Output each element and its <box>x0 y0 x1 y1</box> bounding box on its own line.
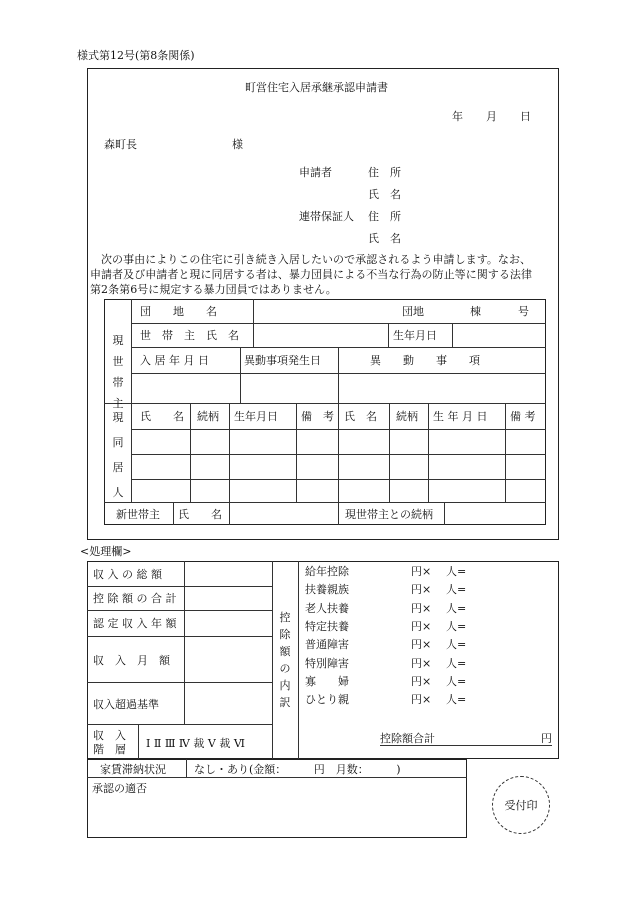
cohabitant-section-label: 現 同 居 人 <box>112 411 124 499</box>
statement-line-1: 次の事由によりこの住宅に引き続き入居したいので承認されるよう申請します。なお、 <box>101 253 532 266</box>
form-title: 町営住宅入居承継承認申請書 <box>245 81 388 94</box>
income-excess-label: 収入超過基準 <box>93 698 159 711</box>
reception-stamp <box>492 776 550 834</box>
income-total-label: 収 入 の 総 額 <box>93 568 162 581</box>
head-birth-label: 生年月日 <box>393 329 437 342</box>
income-class-values: Ⅰ Ⅱ Ⅲ Ⅳ 裁 Ⅴ 裁 Ⅵ <box>146 737 245 750</box>
cohabitant-header-note-2: 備 考 <box>510 410 536 423</box>
head-name-label: 世 帯 主 氏 名 <box>140 329 239 342</box>
deduction-sum-label: 控 除 額 の 合 計 <box>93 592 177 605</box>
guarantor-address-label: 住 所 <box>368 210 401 223</box>
reception-stamp-label: 受付印 <box>504 799 538 812</box>
danchi-name-label: 団 地 名 <box>140 305 217 318</box>
unit-number-label: 号 <box>518 305 529 318</box>
deduction-yen-per: 円× <box>411 675 432 688</box>
danchi-label: 団地 <box>402 305 424 318</box>
change-item-label: 異 動 事 項 <box>370 354 480 367</box>
deduction-name: 老人扶養 <box>305 602 349 615</box>
rent-arrears-label: 家賃滞納状況 <box>100 763 166 776</box>
deduction-yen-per: 円× <box>411 583 432 596</box>
deduction-yen-per: 円× <box>411 657 432 670</box>
deduction-total-yen: 円 <box>541 732 552 745</box>
approval-label: 承認の適否 <box>92 782 147 795</box>
date-year: 年 <box>452 110 463 123</box>
cohabitant-header-name-1: 氏 名 <box>140 410 184 423</box>
deduction-name: 扶養親族 <box>305 583 349 596</box>
deduction-yen-per: 円× <box>411 565 432 578</box>
applicant-label: 申請者 <box>299 166 332 179</box>
cohabitant-header-birth-1: 生年月日 <box>234 410 278 423</box>
deduction-total <box>380 733 552 746</box>
deduction-people: 人= <box>446 565 467 578</box>
deduction-yen-per: 円× <box>411 620 432 633</box>
cohabitant-header-note-1: 備 考 <box>301 410 334 423</box>
deduction-people: 人= <box>446 620 467 633</box>
guarantor-name-label: 氏 名 <box>368 232 401 245</box>
addressee-name: 森町長 <box>104 138 137 151</box>
income-class-label: 収 入 階 層 <box>93 729 126 756</box>
addressee-honorific: 様 <box>232 138 243 151</box>
statement-line-3: 第2条第6号に規定する暴力団員ではありません。 <box>90 283 337 296</box>
deduction-people: 人= <box>446 638 467 651</box>
new-head-name-label: 氏 名 <box>178 508 222 521</box>
deduction-people: 人= <box>446 602 467 615</box>
deduction-name: 普通障害 <box>305 638 349 651</box>
application-statement <box>90 252 552 297</box>
deduction-people: 人= <box>446 657 467 670</box>
date-month: 月 <box>486 110 497 123</box>
deduction-breakdown-label: 控 除 額 の 内 訳 <box>279 611 291 709</box>
cohabitant-header-birth-2: 生 年 月 日 <box>433 410 488 423</box>
new-head-label: 新世帯主 <box>116 508 160 521</box>
applicant-address-label: 住 所 <box>368 166 401 179</box>
deduction-name: 給年控除 <box>305 565 349 578</box>
form-number-label: 様式第12号(第8条関係) <box>77 49 195 62</box>
cohabitant-header-name-2: 氏 名 <box>344 410 377 423</box>
deduction-yen-per: 円× <box>411 638 432 651</box>
deduction-name: 寡 婦 <box>305 675 349 688</box>
deduction-name: 特定扶養 <box>305 620 349 633</box>
deduction-name: ひとり親 <box>305 693 349 706</box>
change-date-label: 異動事項発生日 <box>244 354 321 367</box>
deduction-people: 人= <box>446 583 467 596</box>
deduction-total-label: 控除額合計 <box>380 732 435 745</box>
guarantor-label: 連帯保証人 <box>299 210 354 223</box>
processing-header: <処理欄> <box>80 545 132 558</box>
cohabitant-header-relation-2: 続柄 <box>396 410 418 423</box>
recognized-income-label: 認 定 収 入 年 額 <box>93 617 177 630</box>
deduction-people: 人= <box>446 675 467 688</box>
deduction-people: 人= <box>446 693 467 706</box>
new-head-relation-label: 現世帯主との続柄 <box>345 508 433 521</box>
applicant-name-label: 氏 名 <box>368 188 401 201</box>
current-head-section-label: 現 世 帯 主 <box>112 334 124 410</box>
deduction-name: 特別障害 <box>305 657 349 670</box>
deduction-yen-per: 円× <box>411 602 432 615</box>
rent-arrears-value: なし・あり(金額： 円 月数： ) <box>194 763 401 776</box>
deduction-yen-per: 円× <box>411 693 432 706</box>
monthly-income-label: 収 入 月 額 <box>93 654 170 667</box>
building-label: 棟 <box>470 305 481 318</box>
move-in-date-label: 入 居 年 月 日 <box>140 354 209 367</box>
statement-line-2: 申請者及び申請者と現に同居する者は、暴力団員による不当な行為の防止等に関する法律 <box>90 268 532 281</box>
cohabitant-header-relation-1: 続柄 <box>197 410 219 423</box>
date-day: 日 <box>520 110 531 123</box>
